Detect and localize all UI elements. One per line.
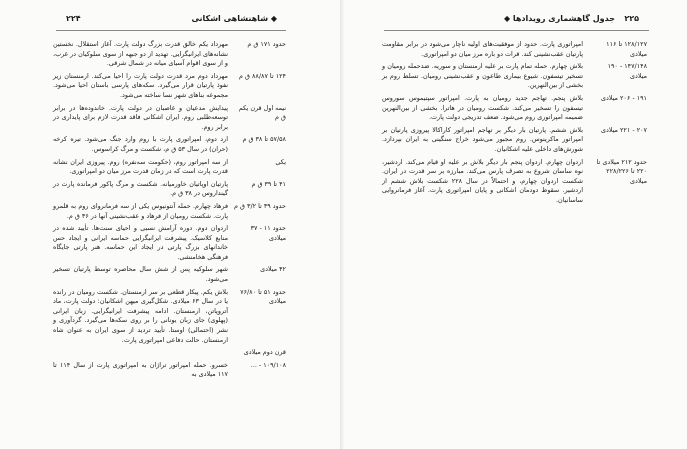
entry-date: حدود ۲۱۲ میلادی تا ۲۲۰ تا ۲۲۸/۲۲۶ میلادی: [596, 157, 647, 185]
entry-text: پیدایش مدعیان و غاصبان در دولت پارت. خاندوده‌ها در برابر توسعه‌طلبی روم. ایران اشکانی فاقد قدرت لازم برای پایداری در برابر روم.: [53, 103, 228, 131]
entry-text: بلاش پنجم. تهاجم جدید رومیان به پارت. امپراتور سپتیموس سوروس تیسفون را تسخیر می‌کند. شکست رومیان در هاترا. بخشی از بین‌النهرین ضمیمه امپراتوری روم می‌شود. ضعف تدریجی دولت پارت.: [382, 93, 583, 122]
entry-text: [53, 348, 234, 358]
chronology-entry: [382, 40, 647, 59]
chronology-entry: [53, 348, 286, 358]
entry-date: ۵۷/۵۸ تا ۳۸ ق م: [242, 135, 286, 144]
entry-date: نیمه اول قرن یکم ق م: [238, 103, 286, 122]
entry-date: ۲۰۷ - ۲۲۱ میلادی: [600, 125, 647, 134]
page-header: [344, 14, 687, 28]
entry-date: ۱۲۸/۱۲۷ تا ۱۱۶ میلادی: [606, 40, 647, 58]
entry-date: ۴۲ میلادی: [260, 265, 286, 274]
page-number: ۲۲۵: [624, 14, 639, 23]
entry-date: قرن دوم میلادی: [243, 348, 286, 357]
header-rule: [56, 30, 286, 31]
entry-date: حدود ۳۹ تا ۳/۲ ق م: [234, 201, 286, 210]
chronology-entry: [53, 72, 286, 101]
page-header: [0, 14, 342, 28]
entry-date: ۱۲۴ تا ۸۸/۸۷ ق م: [239, 71, 286, 80]
chronology-entry: [382, 94, 647, 123]
entry-text: از سه امپراتور روم، (حکومت سه‌نفره) روم. پیروزی ایران نشانه قدرت پارت است که در زمان قدرت مرز میان دو امپراتوری.: [53, 157, 228, 176]
entry-text: شهر سلوکیه پس از شش سال محاصره توسط پارتیان تسخیر می‌شود.: [53, 265, 228, 284]
entry-text: مهرداد یکم خالق قدرت بزرگ دولت پارت. آغاز استقلال. نخستین نشانه‌های ایرانیگرایی. تهدید از دو جبهه از سوی سلوکیان در غرب، و از سوی اقوام آسیای میانه در شمال شرقی.: [53, 40, 228, 68]
entry-text: ارد دوم، امپراتوری پارت با روم وارد جنگ می‌شود. تیره کرخه (حران) در سال ۵۳ ق م، شکست و مرگ کراسوس.: [53, 135, 228, 153]
chronology-entry: [53, 158, 286, 177]
entry-text: پارتیان اوپاتیان ‌خاورمیانه. شکست و مرگ پاکور فرمانده پارت در گینداروس در ۳۸ ق م.: [53, 179, 228, 198]
entry-date: یکی: [275, 157, 286, 166]
entry-date: ۱۹۱ - ۲۰۶ میلادی: [600, 93, 647, 102]
entry-text: بلاش ششم. پارتیان بار دیگر بر تهاجم امپراتور کاراکالا پیروزی پارتیان بر امپراتور ماکرینوس. روم مجبور می‌شود خراج سنگینی به ایران بپردازد. شورش‌های داخلی علیه اشکانیان.: [382, 125, 583, 153]
entry-text: اردوان چهارم. اردوان پنجم بار دیگر بلاش بر علیه او قیام می‌کند. اردشیر، نوه ساسان شروع به تصرف پارس می‌کند. مبارزه بر سر قدرت در ایران. شکست اردوان چهارم، و احتمالاً در سال ۲۲۸ شکست بلاش ششم از اردشیر. سقوط دودمان اشکانی و پایان امپراتوری پارت. آغاز فرمانروایی ساسانیان.: [382, 157, 583, 204]
chronology-entry: [53, 135, 286, 154]
entry-text: بلاش چهارم. حمله تمام پارت بر علیه ارمنستان و سوریه. ضدحمله رومیان و تسخیر تیسفون. شیوع بیماری طاعون و عقب‌نشینی رومیان. تسلط روم بر بخشی از بین‌النهرین.: [382, 62, 583, 90]
chronology-list: [53, 40, 286, 383]
chronology-entry: [53, 224, 286, 262]
chronology-entry: [382, 62, 647, 91]
page-number: ۲۲۴: [66, 14, 81, 23]
chronology-entry: [53, 288, 286, 346]
entry-text: اردوان دوم. دوره آرامش نسبی و احیای سنت‌ها. تأیید شده در منابع کلاسیک. پیشرفت ایرانیگرایی حماسه ایرانی و ایجاد حس خاندانهای بزرگ پارتی در ایجاد این حماسه. هنر پارتی جایگاه فرهنگی هخامنشی.: [53, 224, 228, 261]
header-rule: [384, 30, 649, 31]
entry-text: خسرو. حمله امپراتور تراژان به امپراتوری پارت از سال ۱۱۴ تا ۱۱۷ میلادی به: [53, 360, 228, 379]
entry-date: ۱۰۹/۱۰۸ - ...: [250, 360, 286, 369]
entry-date: حدود ۱۱ - ۳۷ میلادی: [250, 224, 286, 242]
entry-text: مهرداد دوم مرد قدرت دولت پارت را احیا می‌کند. ارمنستان زیر نفوذ پارتیان قرار می‌گیرد. سکه‌های پارسی باستان احیا می‌شود. مجموعه بناهای شهر نسا ساخته می‌شود.: [53, 71, 228, 99]
entry-text: امپراتوری پارت. حدود از موفقیت‌های اولیه ناچار می‌شود در برابر مقاومت پارتیان عقب‌نشینی کند. قرات دو باره مرز میان دو امپراتوری.: [382, 40, 583, 58]
chronology-entry: [53, 265, 286, 284]
chronology-entry: [382, 158, 647, 206]
entry-date: حدود ۱۷۱ ق م: [247, 40, 286, 48]
chronology-entry: [53, 40, 286, 69]
entry-date: ۴۱ تا ۳۹ ق م: [251, 179, 286, 188]
chronology-entry: [53, 104, 286, 133]
chronology-entry: [53, 202, 286, 221]
chronology-entry: [382, 126, 647, 155]
entry-date: ۱۴۷/۱۴۸ - ۱۹۰ میلادی: [607, 62, 647, 80]
entry-date: حدود ۵۱ تا ۷۶/۸۰ میلادی: [240, 287, 286, 306]
entry-text: بلاش یکم. پیکار قطعی بر سر ارمنستان. شکست رومیان در رانده یا در سال ۶۳ میلادی. شکل‌گیری میهن اشکانیان: دولت پارت، ماد آتروپاتن، ارمنستان. ادامه پیشرفت ایرانیگرایی. زبان ایرانی (پهلوی) جای زبان یونانی را بر روی سکه‌ها می‌گیرد. گردآوری و نشر (احتمالی) اوستا. تأیید تردید از سوی ایران به عنوان شاه ارمنستان. حالت دفاعی امپراتوری پارت.: [53, 287, 228, 344]
entry-text: فرهاد چهارم. حمله آنتونیوس یکی از سه فرمانروای روم به قلمرو پارت. شکست رومیان از فرهاد و عقب‌نشینی آنها در ۳۶ ق م.: [53, 201, 228, 220]
left-page: [0, 0, 343, 449]
right-page: [344, 0, 687, 449]
chronology-entry: [53, 180, 286, 199]
chronology-list: [382, 40, 647, 209]
running-title: ◆ شاهنشاهی اشکانی: [191, 14, 277, 23]
running-title: جدول گاهشماری رویدادها ◆: [503, 14, 615, 23]
chronology-entry: [53, 361, 286, 380]
